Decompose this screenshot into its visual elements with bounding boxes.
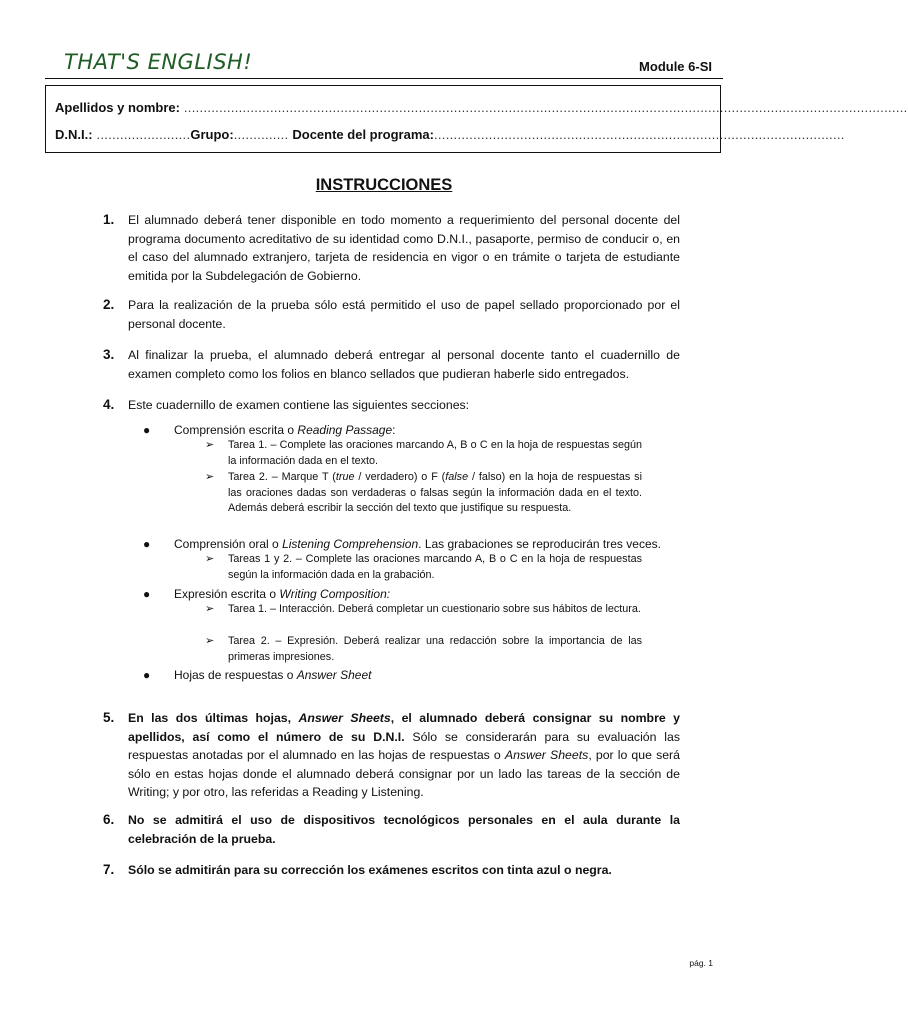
item-number: 2.	[103, 297, 115, 312]
arrow-bullet-icon: ➢	[205, 603, 215, 615]
teacher-field[interactable]: .........................................................................................................	[433, 127, 845, 142]
item-text: Este cuadernillo de examen contiene las siguientes secciones:	[128, 398, 470, 412]
instruction-item	[103, 861, 680, 880]
instruction-item	[103, 346, 680, 383]
instruction-item	[103, 211, 680, 285]
item-text: Para la realización de la prueba sólo está permitido el uso de papel sellado proporcionado por el personal docente.	[128, 298, 680, 331]
item-text: Sólo se admitirán para su corrección los exámenes escritos con tinta azul o negra.	[128, 863, 612, 877]
section-term: Answer Sheet	[296, 668, 372, 682]
student-id-form	[45, 85, 908, 153]
dni-label: D.N.I.:	[55, 127, 93, 142]
task-text: Tarea 2. – Expresión. Deberá realizar una redacción sobre la importancia de las primeras impresiones.	[228, 635, 642, 663]
bullet-icon: ●	[143, 537, 151, 551]
instruction-item	[103, 396, 680, 415]
item-number: 3.	[103, 347, 115, 362]
task-item	[205, 602, 642, 618]
section-term: Writing Composition:	[279, 587, 391, 601]
section-term: Listening Comprehension	[282, 537, 419, 551]
item-number: 1.	[103, 212, 115, 227]
task-item	[205, 634, 642, 665]
item-text: No se admitirá el uso de dispositivos tecnológicos personales en el aula durante la celebración de la prueba.	[128, 813, 680, 846]
section-tail: :	[392, 423, 396, 437]
arrow-bullet-icon: ➢	[205, 635, 215, 647]
section-lead: Comprensión oral o	[174, 537, 279, 551]
item-number: 4.	[103, 397, 115, 412]
teacher-label: Docente del programa:	[292, 127, 434, 142]
section-term: Reading Passage	[297, 423, 393, 437]
arrow-bullet-icon: ➢	[205, 439, 215, 451]
item-text: Al finalizar la prueba, el alumnado deberá entregar al personal docente tanto el cuadernillo de examen completo como los folios en blanco sellados que pudieran haberle sido entregados.	[128, 348, 680, 381]
dni-field[interactable]: ........................	[92, 127, 191, 142]
header-divider	[45, 78, 723, 79]
program-logo: THAT'S ENGLISH!	[64, 50, 253, 74]
dni-row	[55, 127, 845, 142]
item-text: En las dos últimas hojas, Answer Sheets, el alumnado deberá consignar su nombre y apellidos, así como el número de su D.N.I. Sólo se considerarán para su evaluación las respuestas anotadas por el alumnado en las hojas de respuestas o Answer Sheets, por lo que será sólo en estas hojas donde el alumnado deberá consignar por un lado las tareas de la sección de Writing; y por otro, las referidas a Reading y Listening.	[128, 711, 680, 799]
arrow-bullet-icon: ➢	[205, 553, 215, 565]
name-label: Apellidos y nombre:	[55, 100, 180, 115]
bullet-icon: ●	[143, 587, 151, 601]
group-label: Grupo:	[190, 127, 234, 142]
section-lead: Hojas de respuestas o	[174, 668, 294, 682]
task-text: Tarea 1. – Complete las oraciones marcando A, B o C en la hoja de respuestas según la información dada en el texto.	[228, 439, 642, 467]
bullet-icon: ●	[143, 668, 151, 682]
instruction-item	[103, 296, 680, 333]
group-field[interactable]: ..............	[233, 127, 293, 142]
section-tail: . Las grabaciones se reproducirán tres veces.	[418, 537, 661, 551]
task-item	[205, 470, 642, 517]
name-field[interactable]: .........................................................................................................................................................................................	[179, 100, 908, 115]
task-text: Tarea 1. – Interacción. Deberá completar un cuestionario sobre sus hábitos de lectura.	[228, 603, 641, 615]
instruction-item	[103, 811, 680, 848]
page-title: INSTRUCCIONES	[315, 176, 453, 194]
task-text: Tarea 2. – Marque T (true / verdadero) o F (false / falso) en la hoja de respuestas si las oraciones dadas son verdaderas o falsas según la información dada en el texto. Además deberá escribir la sección del texto que justifique su respuesta.	[228, 471, 642, 515]
page-number: pág. 1	[689, 958, 713, 968]
task-item	[205, 552, 642, 583]
arrow-bullet-icon: ➢	[205, 471, 215, 483]
task-text: Tareas 1 y 2. – Complete las oraciones marcando A, B o C en la hoja de respuestas según la información dada en la grabación.	[228, 553, 642, 581]
task-item	[205, 438, 642, 469]
item-text: El alumnado deberá tener disponible en todo momento a requerimiento del personal docente del programa documento acreditativo de su identidad como D.N.I., pasaporte, permiso de conducir o, en el caso del alumnado extranjero, tarjeta de residencia en vigor o en trámite o tarjeta de estudiante emitida por la Subdelegación de Gobierno.	[128, 213, 680, 283]
item-number: 5.	[103, 710, 115, 725]
instruction-item	[103, 709, 680, 802]
section-lead: Comprensión escrita o	[174, 423, 295, 437]
name-row	[55, 100, 908, 115]
section-lead: Expresión escrita o	[174, 587, 277, 601]
item-number: 6.	[103, 812, 115, 827]
bullet-icon: ●	[143, 423, 151, 437]
item-number: 7.	[103, 862, 115, 877]
module-code: Module 6-SI	[639, 59, 712, 74]
